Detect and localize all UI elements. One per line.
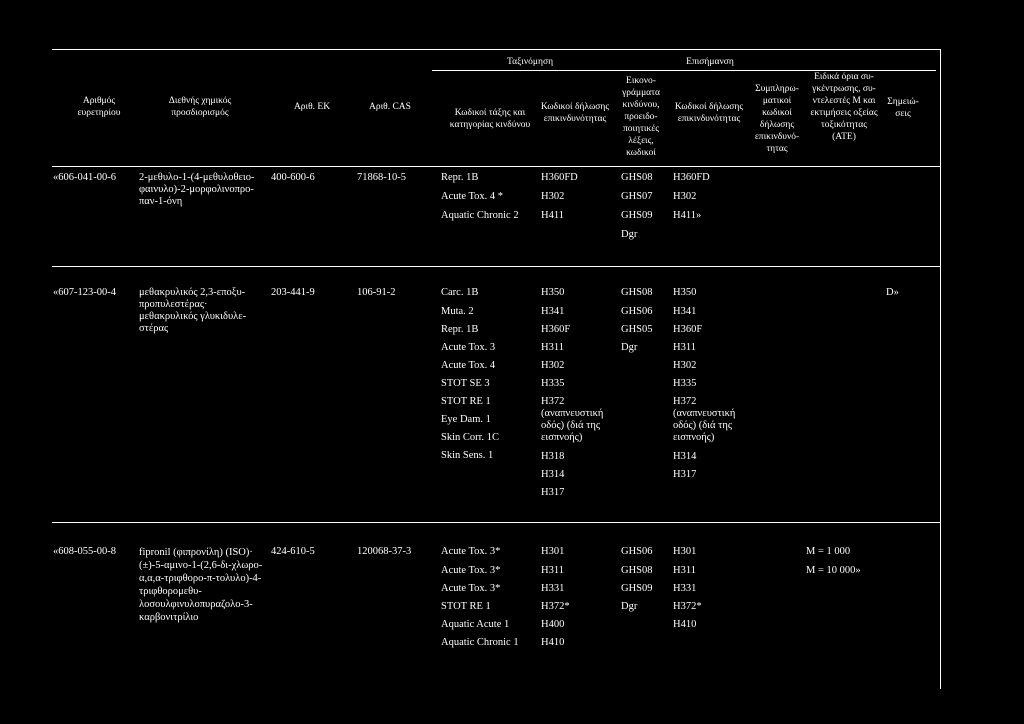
header-supplementary: Συμπληρω-ματικοί κωδικοί δήλωσης επικινδυνό-τητας <box>754 84 800 154</box>
row2-hcode-4: H302 <box>541 360 565 371</box>
row2-ec: 203-441-9 <box>271 287 315 298</box>
row2-lcode-0: H350 <box>673 287 697 298</box>
row1-class-2: Aquatic Chronic 2 <box>441 210 519 221</box>
row2-lcode-6: H372 (αναπνευστική οδός) (διά της εισπνοής) <box>673 396 736 443</box>
row3-class-0: Acute Tox. 3* <box>441 546 501 557</box>
row3-class-2: Acute Tox. 3* <box>441 583 501 594</box>
row3-hcode-2: H331 <box>541 583 565 594</box>
row2-class-9: Skin Sens. 1 <box>441 450 494 461</box>
row2-hcode-7: H318 <box>541 451 565 462</box>
row2-lcode-8: H317 <box>673 469 697 480</box>
row-rule-2 <box>52 522 940 523</box>
header-notes: Σημειώ-σεις <box>887 97 919 119</box>
row2-hcode-8: H314 <box>541 469 565 480</box>
row2-picto-1: GHS06 <box>621 306 653 317</box>
row1-picto-3: Dgr <box>621 229 638 240</box>
row2-class-0: Carc. 1B <box>441 287 479 298</box>
row1-class-0: Repr. 1B <box>441 172 479 183</box>
row2-lcode-2: H360F <box>673 324 703 335</box>
header-label-hazard-statement: Κωδικοί δήλωσης επικινδυνότητας <box>674 102 744 124</box>
right-rule <box>940 49 941 689</box>
row2-cas: 106-91-2 <box>357 287 396 298</box>
row2-hcode-6: H372 (αναπνευστική οδός) (διά της εισπνοής) <box>541 396 604 443</box>
header-index-no-text: Αριθμός ευρετηρίου <box>77 96 121 118</box>
row3-hcode-1: H311 <box>541 565 564 576</box>
row2-hcode-9: H317 <box>541 487 565 498</box>
header-pictogram: Εικονο-γράμματα κινδύνου, προειδο-ποιητικές λέξεις, κωδικοί <box>622 76 660 158</box>
header-hazard-class: Κωδικοί τάξης και κατηγορίας κινδύνου <box>449 108 531 130</box>
row3-hcode-3: H372* <box>541 601 570 612</box>
row1-hcode-0: H360FD <box>541 172 578 183</box>
row3-lcode-2: H331 <box>673 583 697 594</box>
row1-index: «606-041-00-6 <box>53 172 116 183</box>
row3-cas: 120068-37-3 <box>357 546 412 557</box>
row3-limit-1: M = 10 000» <box>806 565 861 576</box>
row3-lcode-4: H410 <box>673 619 697 630</box>
header-limits: Ειδικά όρια συ-γκέντρωσης, συ-ντελεστές M και εκτιμήσεις οξείας τοξικότητας (ΑΤΕ) <box>810 72 878 142</box>
row1-picto-2: GHS09 <box>621 210 653 221</box>
row2-class-6: STOT RE 1 <box>441 396 491 407</box>
header-cas-no: Αριθ. CAS <box>369 102 411 112</box>
row2-lcode-3: H311 <box>673 342 696 353</box>
row1-ec: 400-600-6 <box>271 172 315 183</box>
row3-lcode-3: H372* <box>673 601 702 612</box>
row1-hcode-1: H302 <box>541 191 565 202</box>
row1-picto-1: GHS07 <box>621 191 653 202</box>
header-ec-no: Αριθ. ΕΚ <box>293 102 331 112</box>
top-rule <box>52 49 940 50</box>
row2-name: μεθακρυλικός 2,3-εποξυ-προπυλεστέρας· μεθακρυλικός γλυκιδυλε-στέρας <box>139 287 247 334</box>
row3-lcode-0: H301 <box>673 546 697 557</box>
header-chem-id: Διεθνής χημικός προσδιορισμός <box>168 96 232 118</box>
row3-picto-0: GHS06 <box>621 546 653 557</box>
row3-picto-1: GHS08 <box>621 565 653 576</box>
row2-class-1: Muta. 2 <box>441 306 474 317</box>
row1-lcode-2: H411» <box>673 210 702 221</box>
row3-index: «608-055-00-8 <box>53 546 116 557</box>
header-classification: Ταξινόμηση <box>506 57 554 67</box>
row1-cas: 71868-10-5 <box>357 172 406 183</box>
row2-class-5: STOT SE 3 <box>441 378 490 389</box>
row3-picto-2: GHS09 <box>621 583 653 594</box>
row3-class-1: Acute Tox. 3* <box>441 565 501 576</box>
row2-picto-0: GHS08 <box>621 287 653 298</box>
row2-hcode-3: H311 <box>541 342 564 353</box>
row1-lcode-1: H302 <box>673 191 697 202</box>
header-hazard-statement: Κωδικοί δήλωσης επικινδυνότητας <box>540 102 610 124</box>
row2-class-2: Repr. 1B <box>441 324 479 335</box>
row2-index: «607-123-00-4 <box>53 287 116 298</box>
row3-limit-0: M = 1 000 <box>806 546 851 557</box>
row2-notes: D» <box>886 287 899 298</box>
header-bottom-rule <box>52 166 940 167</box>
header-labelling: Επισήμανση <box>686 57 734 67</box>
row-rule-1 <box>52 266 940 267</box>
row3-hcode-4: H400 <box>541 619 565 630</box>
row1-lcode-0: H360FD <box>673 172 710 183</box>
row2-hcode-1: H341 <box>541 306 565 317</box>
header-index-no <box>66 95 132 119</box>
row3-ec: 424-610-5 <box>271 546 315 557</box>
row1-class-1: Acute Tox. 4 * <box>441 191 504 202</box>
row3-class-3: STOT RE 1 <box>441 601 491 612</box>
row2-lcode-4: H302 <box>673 360 697 371</box>
row2-class-3: Acute Tox. 3 <box>441 342 496 353</box>
row3-name: fipronil (φιπρονίλη) (ISO)· (±)-5-αμινο-1-(2,6-δι-χλωρο-α,α,α-τριφθορο-π-τολυλο)-4-τριφθορομεθυ-λοσουλφινυλοπυραζολο-3-καρβονιτρίλιο <box>139 547 263 623</box>
row1-name: 2-μεθυλο-1-(4-μεθυλοθειο-φαινυλο)-2-μορφολινοπρο-παν-1-όνη <box>139 172 255 207</box>
row1-picto-0: GHS08 <box>621 172 653 183</box>
row2-picto-2: GHS05 <box>621 324 653 335</box>
row3-class-4: Aquatic Acute 1 <box>441 619 510 630</box>
row2-lcode-7: H314 <box>673 451 697 462</box>
row2-class-8: Skin Corr. 1C <box>441 432 500 443</box>
row2-class-4: Acute Tox. 4 <box>441 360 496 371</box>
row2-lcode-5: H335 <box>673 378 697 389</box>
row3-hcode-5: H410 <box>541 637 565 648</box>
row2-picto-3: Dgr <box>621 342 638 353</box>
row2-hcode-0: H350 <box>541 287 565 298</box>
row3-class-5: Aquatic Chronic 1 <box>441 637 519 648</box>
row3-hcode-0: H301 <box>541 546 565 557</box>
row3-lcode-1: H311 <box>673 565 696 576</box>
row3-picto-3: Dgr <box>621 601 638 612</box>
row1-hcode-2: H411 <box>541 210 564 221</box>
row2-class-7: Eye Dam. 1 <box>441 414 491 425</box>
row2-hcode-2: H360F <box>541 324 571 335</box>
row2-lcode-1: H341 <box>673 306 697 317</box>
row2-hcode-5: H335 <box>541 378 565 389</box>
